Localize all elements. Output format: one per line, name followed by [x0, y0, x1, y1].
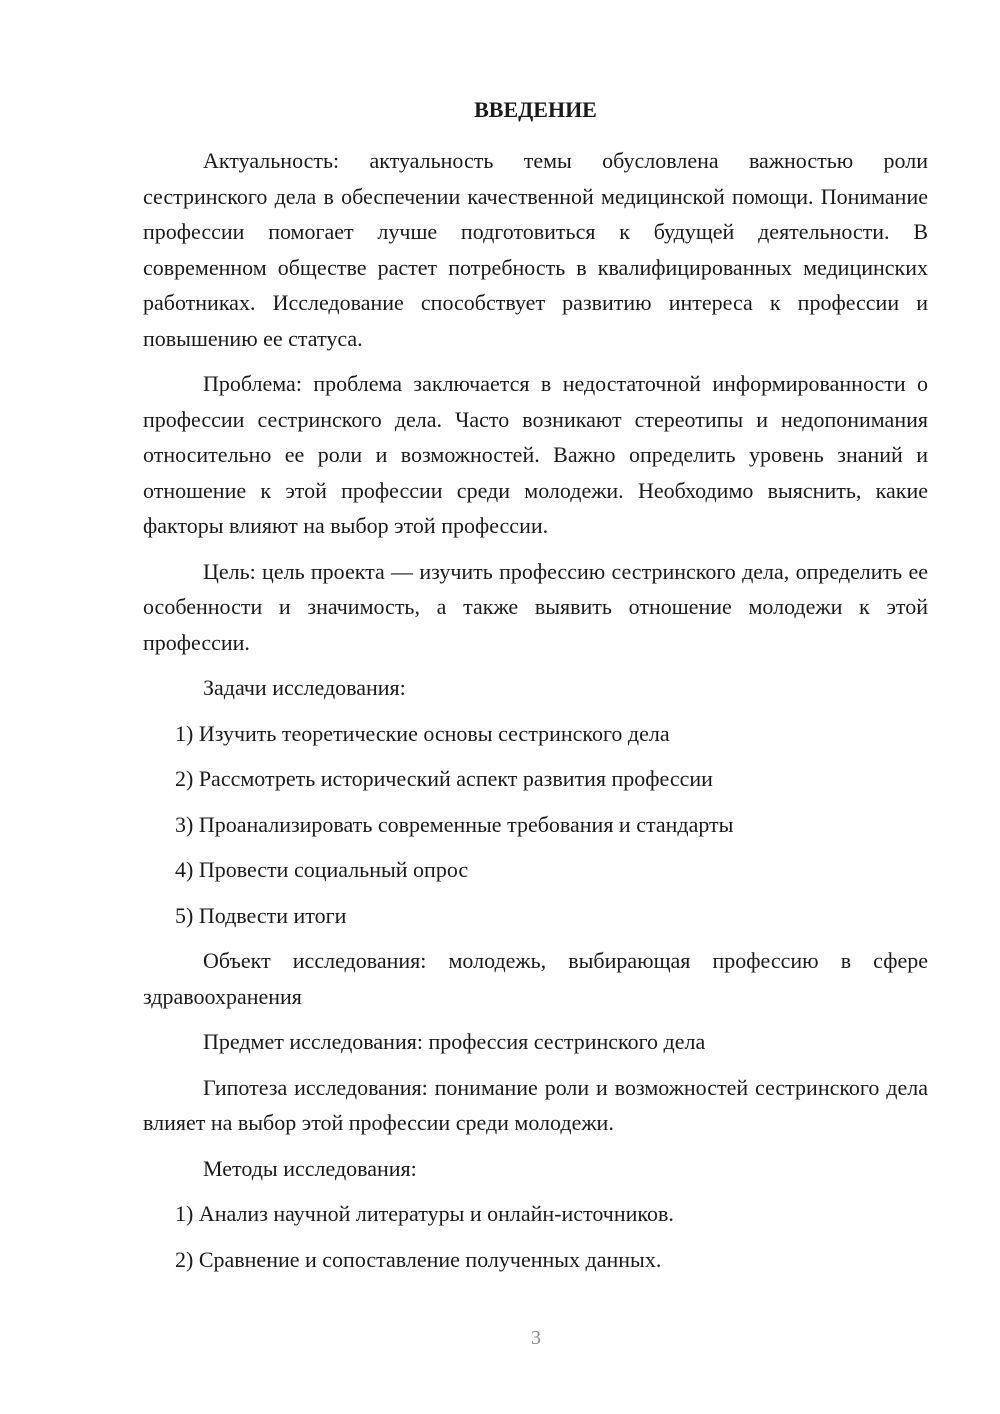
hypothesis-paragraph: Гипотеза исследования: понимание роли и возможностей сестринского дела влияет на выбор этой профессии среди молодежи. — [143, 1074, 928, 1135]
problem-paragraph: Проблема: проблема заключается в недостаточной информированности о профессии сестринского дела. Часто возникают стереотипы и недопонимания относительно ее роли и возможностей. Важно определить уровень знаний и отношение к этой профессии среди молодежи. Необходимо выяснить, какие факторы влияют на выбор этой профессии. — [143, 371, 928, 538]
tasks-title: Задачи исследования: — [203, 675, 406, 700]
goal-paragraph: Цель: цель проекта — изучить профессию сестринского дела, определить ее особенности и значимость, а также выявить отношение молодежи к этой профессии. — [143, 558, 928, 655]
method-item: 2) Сравнение и сопоставление полученных данных. — [175, 1246, 662, 1272]
page-number: 3 — [531, 1327, 541, 1349]
object-paragraph: Объект исследования: молодежь, выбирающая профессию в сфере здравоохранения — [143, 948, 928, 1009]
method-item: 1) Анализ научной литературы и онлайн-источников. — [175, 1201, 674, 1226]
task-item: 5) Подвести итоги — [175, 902, 347, 928]
task-item: 2) Рассмотреть исторический аспект развития профессии — [175, 766, 713, 791]
task-item: 4) Провести социальный опрос — [175, 857, 469, 882]
relevance-paragraph: Актуальность: актуальность темы обусловлена важностью роли сестринского дела в обеспечении качественной медицинской помощи. Понимание профессии помогает лучше подготовиться к будущей деятельности. В современном обществе растет потребность в квалифицированных медицинских работниках. Исследование способствует развитию интереса к профессии и повышению ее статуса. — [143, 148, 928, 351]
task-item: 1) Изучить теоретические основы сестринского дела — [175, 720, 670, 746]
subject-paragraph: Предмет исследования: профессия сестринского дела — [203, 1029, 706, 1054]
task-item: 3) Проанализировать современные требования и стандарты — [175, 811, 734, 837]
document-page — [143, 92, 928, 1277]
methods-title: Методы исследования: — [203, 1155, 417, 1181]
section-heading: ВВЕДЕНИЕ — [474, 97, 597, 122]
